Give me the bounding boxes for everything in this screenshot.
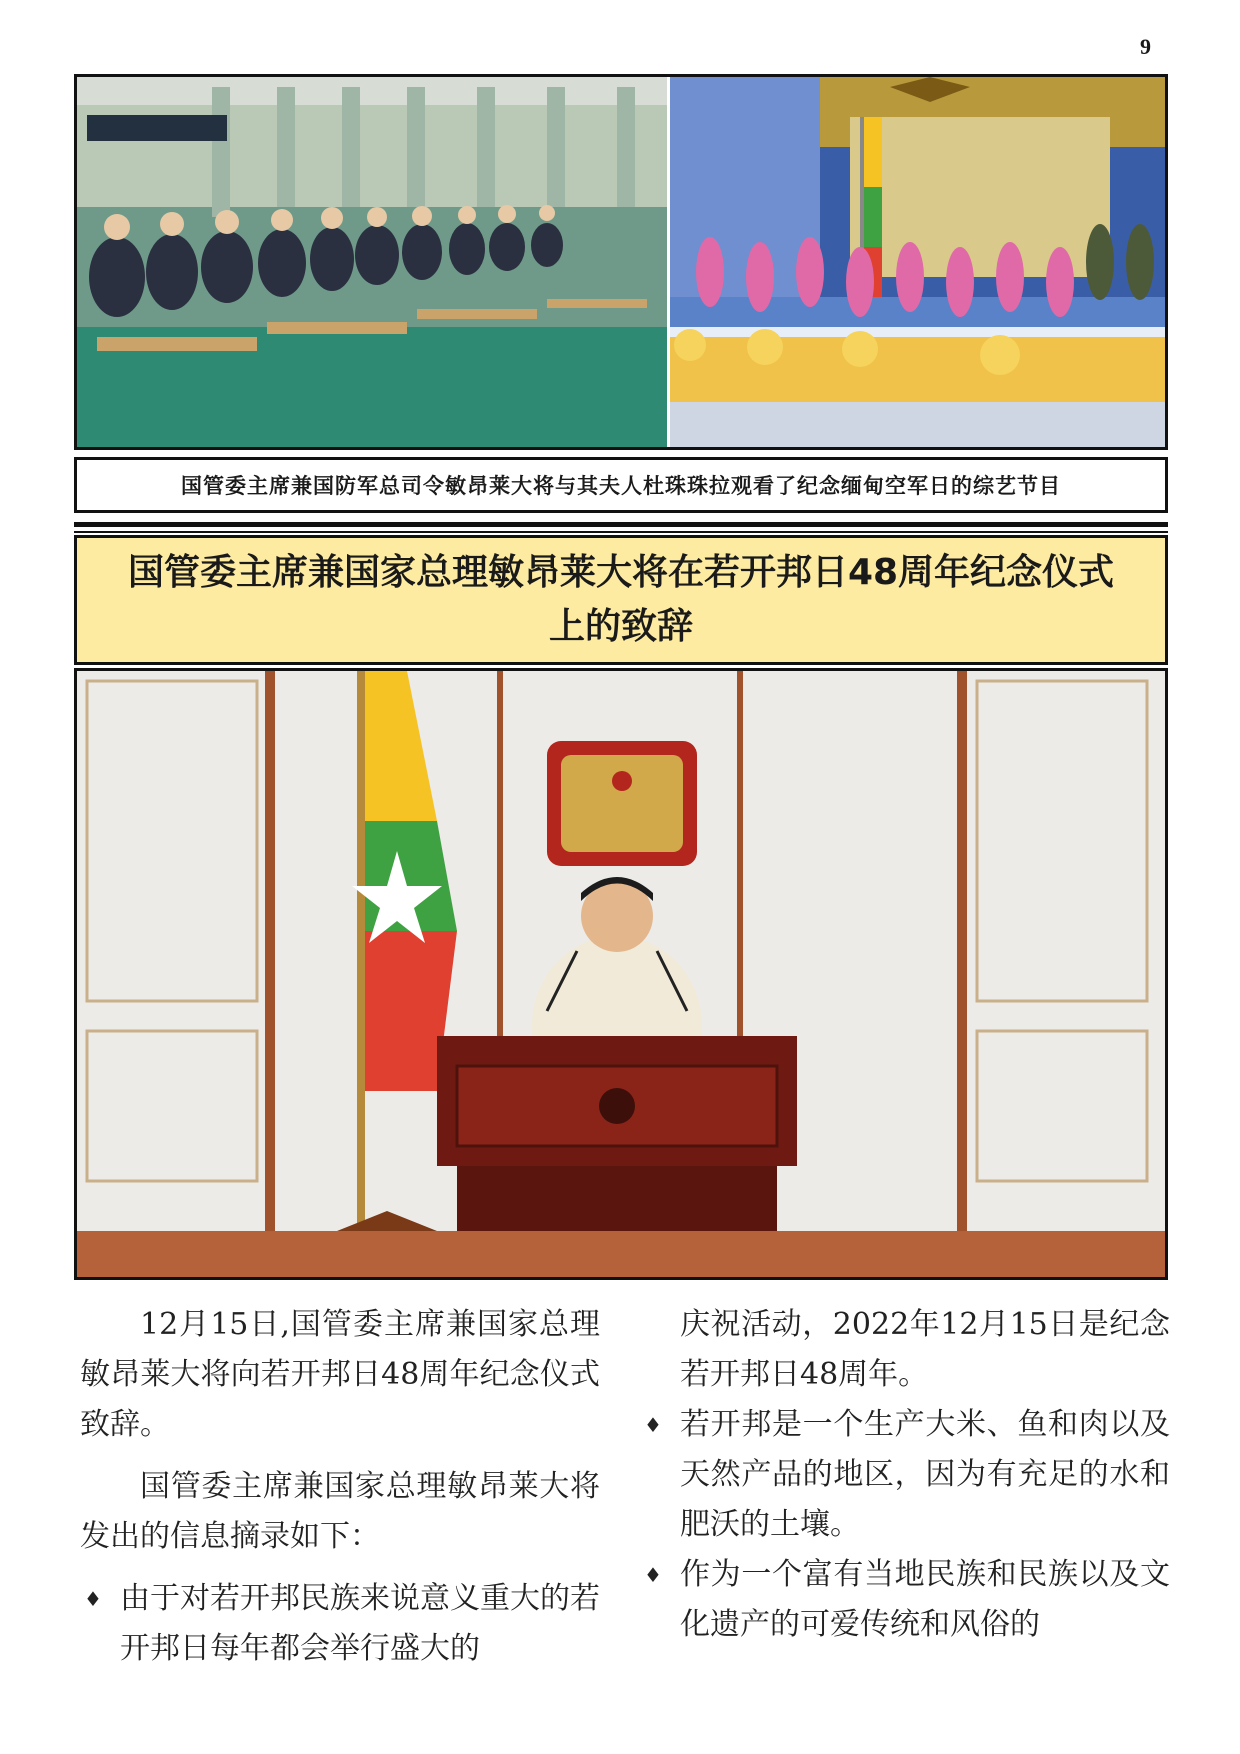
main-photo-illustration [77,671,1165,1277]
bullet-item-1-continued-text: 庆祝活动，2022年12月15日是纪念若开邦日48周年。 [680,1307,1170,1392]
article-headline: 国管委主席兼国家总理敏昂莱大将在若开邦日48周年纪念仪式上的致辞 [74,535,1168,665]
bullet-item-1 [80,1574,600,1674]
intro-paragraph: 12月15日,国管委主席兼国家总理敏昂莱大将向若开邦日48周年纪念仪式致辞。 [80,1307,600,1442]
divider-thin [74,531,1168,533]
summary-paragraph: 国管委主席兼国家总理敏昂莱大将发出的信息摘录如下： [80,1469,600,1554]
page-number: 9 [1140,34,1151,59]
photo-caption: 国管委主席兼国防军总司令敏昂莱大将与其夫人杜珠珠拉观看了纪念缅甸空军日的综艺节目 [74,457,1168,513]
diamond-bullet-icon: ♦ [644,1413,662,1437]
bullet-item-2-text: 若开邦是一个生产大米、鱼和肉以及天然产品的地区，因为有充足的水和肥沃的土壤。 [680,1407,1170,1542]
main-photo [74,668,1168,1280]
right-column [640,1300,1170,1650]
left-column [80,1300,600,1674]
stage-photo [670,77,1165,447]
diamond-bullet-icon: ♦ [644,1563,662,1587]
bullet-item-3-text: 作为一个富有当地民族和民族以及文化遗产的可爱传统和风俗的 [680,1557,1170,1642]
divider-thick [74,522,1168,527]
diamond-bullet-icon: ♦ [84,1587,102,1611]
bullet-item-1-text: 由于对若开邦民族来说意义重大的若开邦日每年都会举行盛大的 [120,1581,600,1666]
bullet-item-1-continued [640,1300,1170,1400]
bullet-item-3 [640,1550,1170,1650]
audience-photo-illustration [77,77,667,447]
audience-photo [77,77,670,447]
bullet-item-2 [640,1400,1170,1550]
stage-photo-illustration [670,77,1165,447]
top-photo-row [74,74,1168,450]
